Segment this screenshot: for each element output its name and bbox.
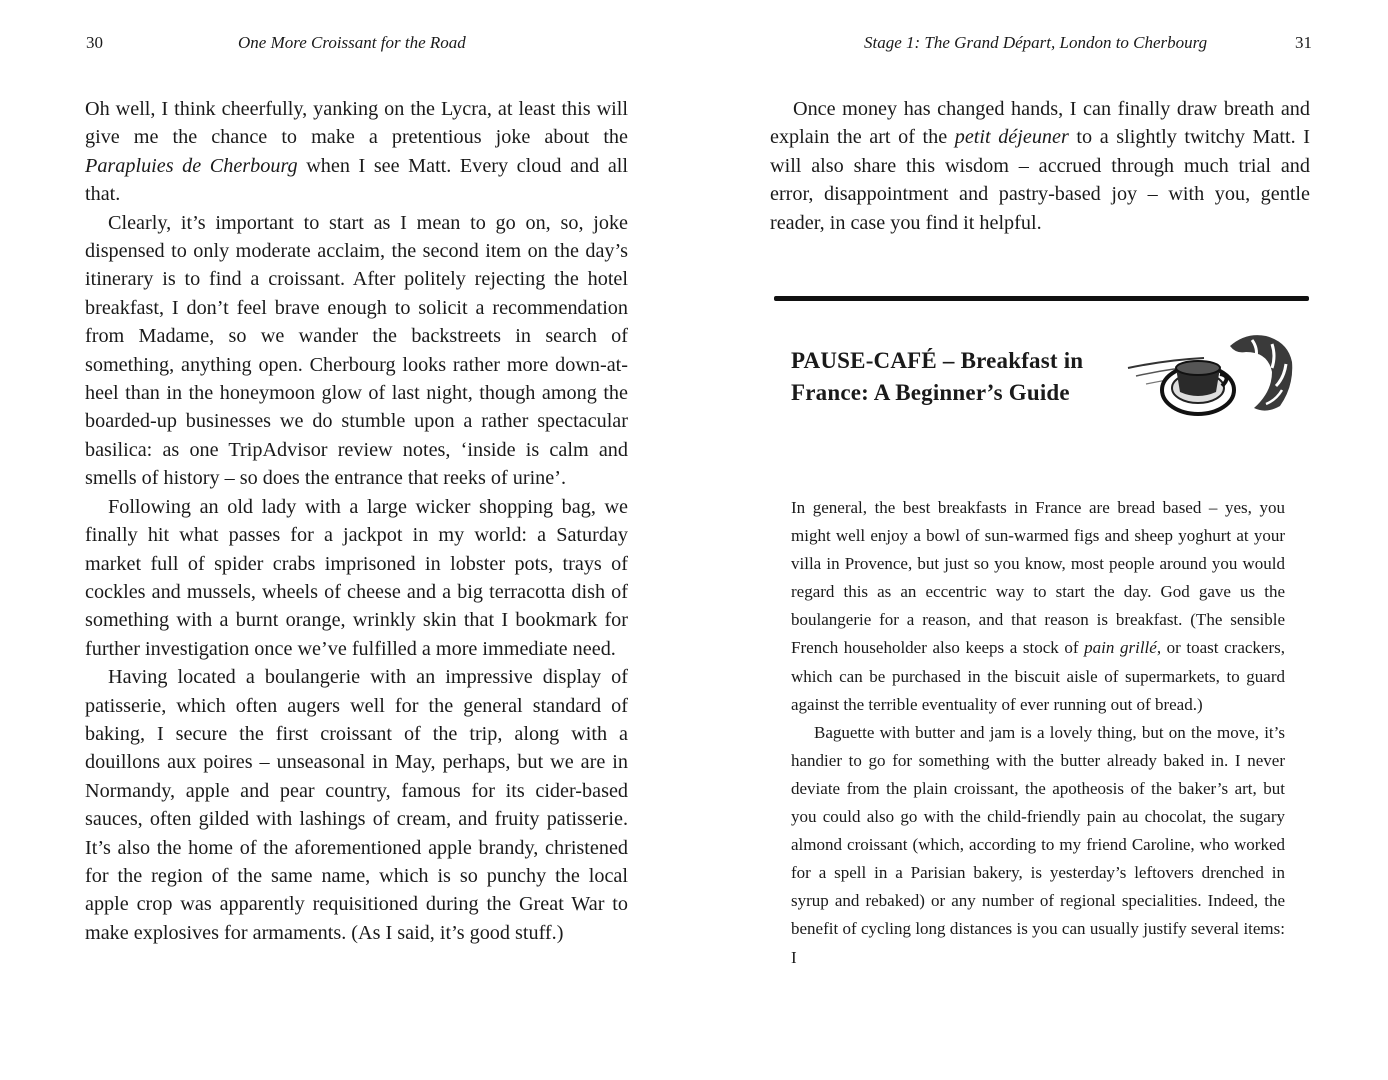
running-head-left: One More Croissant for the Road (238, 33, 466, 52)
page-number-right: 31 (1295, 33, 1312, 52)
box-title: PAUSE-CAFÉ – Breakfast in France: A Beginner’s Guide (791, 348, 1084, 405)
running-head-right: Stage 1: The Grand Départ, London to Cherbourg (864, 33, 1208, 52)
box-body-text (791, 494, 1285, 972)
right-body-text (770, 95, 1310, 237)
paragraph: Oh well, I think cheerfully, yanking on the Lycra, at least this will give me the chance to make a pretentious joke about the Parapluies de Cherbourg when I see Matt. Every cloud and all that. (85, 98, 628, 206)
paragraph: Clearly, it’s important to start as I mean to go on, so, joke dispensed to only moderate acclaim, the second item on the day’s itinerary is to find a croissant. After politely rejecting the hotel breakfast, I don’t feel brave enough to solicit a recommendation from Madame, so we wander the backstreets in search of something, anything open. Cherbourg looks rather more down-at-heel than in the honeymoon glow of last night, though among the boarded-up businesses we do stumble upon a rather spectacular basilica: as one TripAdvisor review notes, ‘inside is calm and smells of history – so does the entrance that reeks of urine’. (85, 211, 628, 490)
left-body-text (85, 95, 628, 947)
paragraph: Having located a boulangerie with an impressive display of patisserie, which often augers well for the general standard of baking, I secure the first croissant of the trip, along with a douillons aux poires – unseasonal in May, perhaps, but we are in Normandy, apple and pear country, famous for its cider-based sauces, often gilded with lashings of cream, and fruity patisserie. It’s also the home of the aforementioned apple brandy, christened for the region of the same name, which is so punchy the local apple crop was apparently requisitioned during the Great War to make explosives for armaments. (As I said, it’s good stuff.) (85, 666, 628, 944)
paragraph: Baguette with butter and jam is a lovely thing, but on the move, it’s handier to go for something with the butter already baked in. I never deviate from the plain croissant, the apotheosis of the baker’s art, but you could also go with the child-friendly pain au chocolat, the sugary almond croissant (which, according to my friend Caroline, who worked for a spell in a Parisian bakery, is yesterday’s leftovers drenched in syrup and rebaked) or any number of regional specialities. Indeed, the benefit of cycling long distances is you can usually justify several items: I (791, 722, 1285, 967)
right-page (694, 0, 1388, 1080)
page-number-left: 30 (86, 33, 103, 52)
paragraph: In general, the best breakfasts in France are bread based – yes, you might well enjoy a bowl of sun-warmed figs and sheep yoghurt at your villa in Provence, but just so you know, most people around you would regard this as an eccentric way to start the day. God gave us the boulangerie for a reason, and that reason is breakfast. (The sensible French householder also keeps a stock of pain grillé, or toast crackers, which can be purchased in the biscuit aisle of supermarkets, to guard against the terrible eventuality of ever running out of bread.) (791, 498, 1285, 714)
section-divider (774, 296, 1309, 301)
paragraph: Once money has changed hands, I can finally draw breath and explain the art of the petit déjeuner to a slightly twitchy Matt. I will also share this wisdom – accrued through much trial and error, disappointment and pastry-based joy – with you, gentle reader, in case you find it helpful. (770, 98, 1310, 234)
paragraph: Following an old lady with a large wicker shopping bag, we finally hit what passes for a jackpot in my world: a Saturday market full of spider crabs imprisoned in lobster pots, trays of cockles and mussels, wheels of cheese and a big terracotta dish of something with a burnt orange, wrinkly skin that I bookmark for further investigation once we’ve fulfilled a more immediate need. (85, 495, 628, 660)
coffee-cup-and-croissant-icon (1126, 328, 1296, 420)
